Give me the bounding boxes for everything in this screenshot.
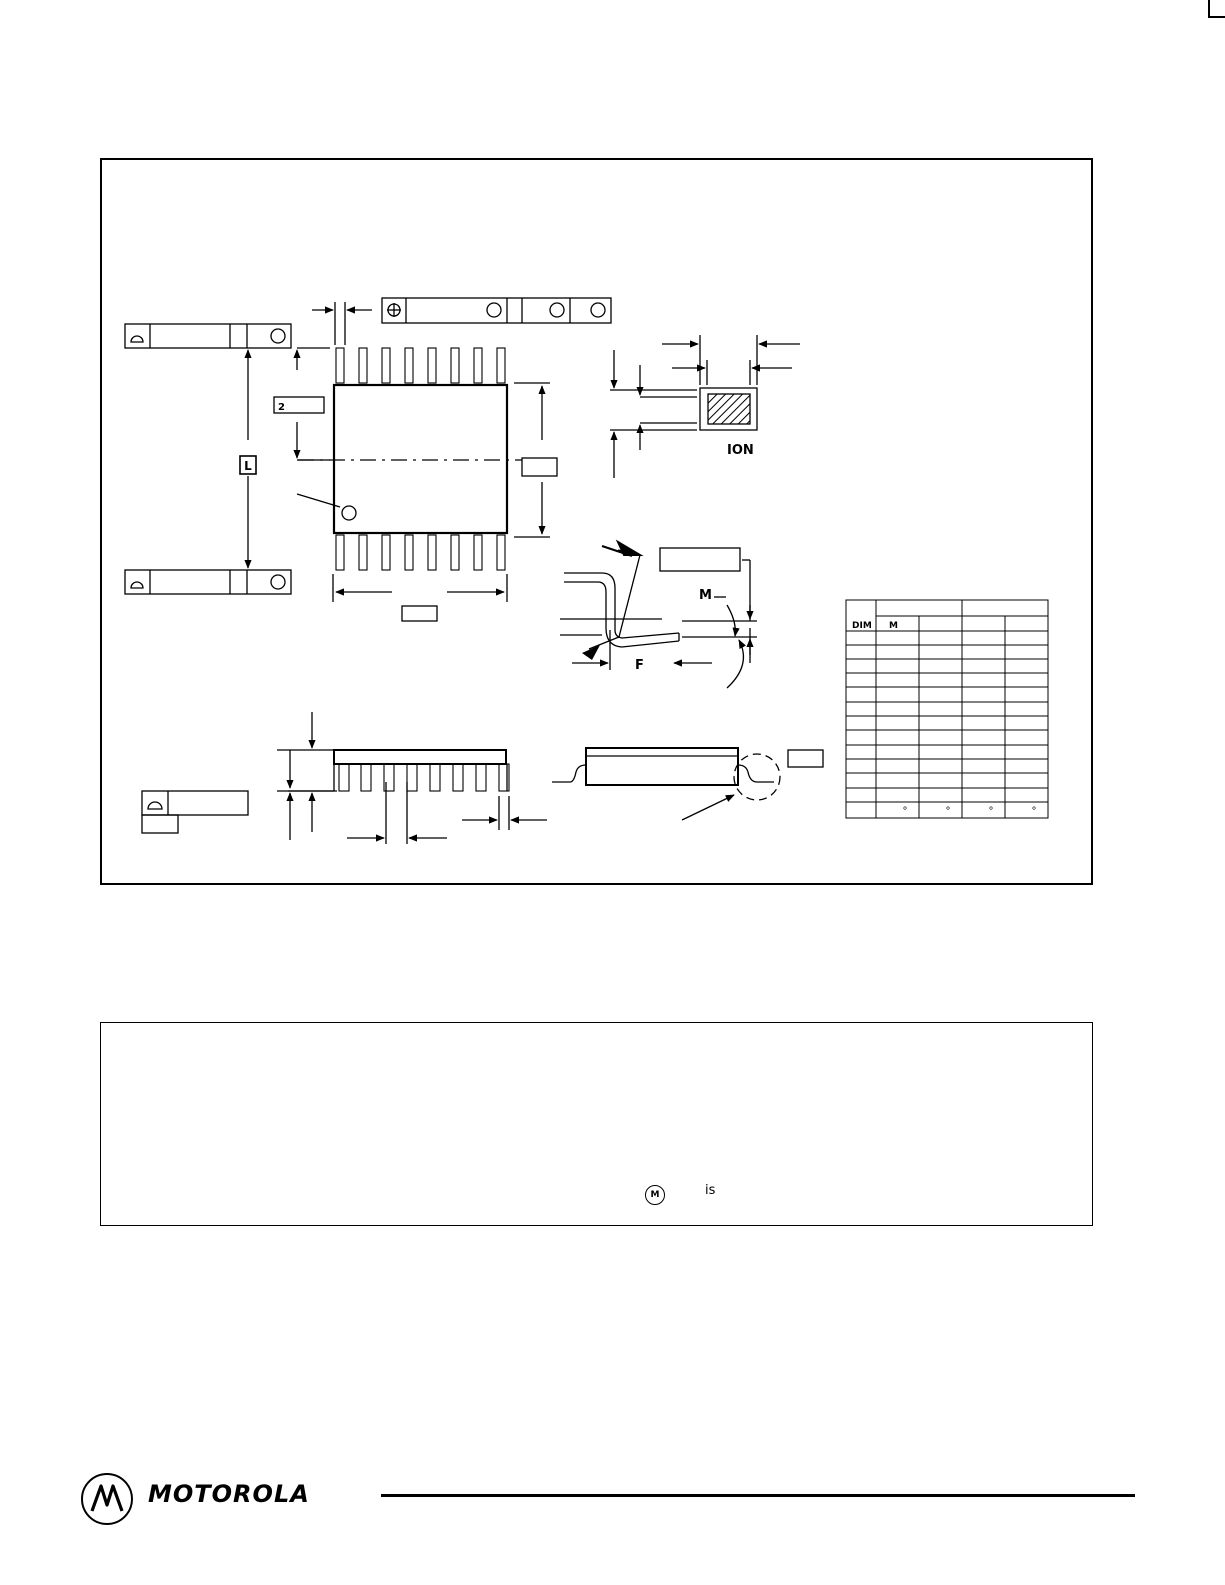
- section-view: [610, 335, 800, 478]
- package-outline-drawing: [100, 158, 1093, 885]
- motorola-batwing-logo-icon: [81, 1473, 133, 1525]
- note-ref-label: 2: [278, 402, 285, 413]
- package-side-view-end: [552, 748, 823, 820]
- section-arrow-upper: [602, 542, 640, 556]
- feature-control-frame-top: [382, 298, 611, 323]
- feature-control-frame-left-upper: [125, 324, 291, 348]
- table-header-dim: DIM: [852, 621, 872, 631]
- table-degree-mark: °: [1031, 806, 1037, 817]
- table-degree-mark: °: [902, 806, 908, 817]
- corner-crop-mark: [1208, 0, 1225, 18]
- footer-rule: [381, 1494, 1135, 1497]
- datum-label-l: L: [244, 459, 252, 473]
- drawing-canvas: [102, 160, 1095, 887]
- dimension-table: [846, 600, 1048, 818]
- feature-control-frame-left-lower: [125, 570, 291, 594]
- lead-detail-view: [560, 548, 757, 688]
- brand-wordmark: MOTOROLA: [148, 1480, 310, 1508]
- motorola-logo-icon: M: [645, 1185, 665, 1205]
- datum-frame-bottom: [142, 791, 248, 833]
- section-arrow-lower: [582, 645, 600, 660]
- table-header-m: M: [889, 621, 898, 631]
- dim-m-label: M: [699, 588, 712, 603]
- legal-notice-box: [100, 1022, 1093, 1226]
- table-degree-mark: °: [988, 806, 994, 817]
- section-label: ION: [727, 443, 754, 458]
- dim-f-label: F: [635, 658, 644, 673]
- notice-text: is: [705, 1183, 716, 1198]
- package-top-view: [297, 348, 522, 570]
- package-side-view-front: [334, 750, 509, 791]
- table-degree-mark: °: [945, 806, 951, 817]
